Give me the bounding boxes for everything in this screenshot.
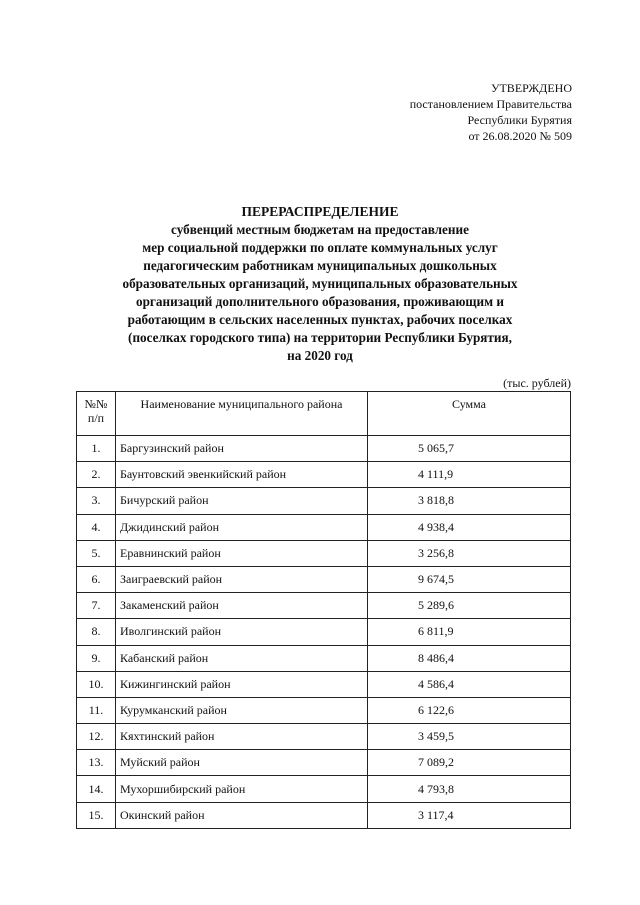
title-line: субвенций местным бюджетам на предоставление xyxy=(171,222,469,237)
table-row xyxy=(77,724,571,750)
row-sum: 4 111,9 xyxy=(368,462,571,488)
distribution-table xyxy=(76,391,571,829)
row-number: 4. xyxy=(77,514,116,540)
table-row xyxy=(77,514,571,540)
row-sum: 5 289,6 xyxy=(368,593,571,619)
title-line: образовательных организаций, муниципальных образовательных xyxy=(122,276,518,291)
row-sum: 3 818,8 xyxy=(368,488,571,514)
table-row xyxy=(77,776,571,802)
row-sum: 9 674,5 xyxy=(368,566,571,592)
row-district-name: Кижингинский район xyxy=(116,671,368,697)
row-district-name: Джидинский район xyxy=(116,514,368,540)
title-line: на 2020 год xyxy=(287,348,353,363)
row-sum: 3 256,8 xyxy=(368,540,571,566)
row-sum: 6 122,6 xyxy=(368,697,571,723)
table-row xyxy=(77,750,571,776)
row-number: 2. xyxy=(77,462,116,488)
title-main: ПЕРЕРАСПРЕДЕЛЕНИЕ xyxy=(241,204,399,219)
row-sum: 7 089,2 xyxy=(368,750,571,776)
row-district-name: Закаменский район xyxy=(116,593,368,619)
row-district-name: Баунтовский эвенкийский район xyxy=(116,462,368,488)
row-number: 9. xyxy=(77,645,116,671)
row-sum: 3 459,5 xyxy=(368,724,571,750)
row-sum: 8 486,4 xyxy=(368,645,571,671)
row-number: 1. xyxy=(77,436,116,462)
header-sum: Сумма xyxy=(368,392,571,436)
row-district-name: Баргузинский район xyxy=(116,436,368,462)
row-number: 8. xyxy=(77,619,116,645)
approval-heading: УТВЕРЖДЕНО xyxy=(490,81,572,95)
row-district-name: Окинский район xyxy=(116,802,368,828)
document-title xyxy=(60,203,580,365)
table-row xyxy=(77,436,571,462)
approval-republic: Республики Бурятия xyxy=(467,113,572,127)
title-line: (поселках городского типа) на территории Республики Бурятия, xyxy=(128,330,512,345)
table-row xyxy=(77,619,571,645)
table-row xyxy=(77,671,571,697)
row-district-name: Еравнинский район xyxy=(116,540,368,566)
table-row xyxy=(77,540,571,566)
row-district-name: Курумканский район xyxy=(116,697,368,723)
row-number: 5. xyxy=(77,540,116,566)
header-number xyxy=(77,392,116,436)
row-sum: 4 586,4 xyxy=(368,671,571,697)
approval-resolution: постановлением Правительства xyxy=(409,97,572,111)
table-row xyxy=(77,462,571,488)
row-sum: 3 117,4 xyxy=(368,802,571,828)
title-line: организаций дополнительного образования, проживающим и xyxy=(135,294,505,309)
row-sum: 4 793,8 xyxy=(368,776,571,802)
row-number: 13. xyxy=(77,750,116,776)
row-number: 12. xyxy=(77,724,116,750)
table-row xyxy=(77,802,571,828)
table-row xyxy=(77,488,571,514)
table-row xyxy=(77,593,571,619)
row-number: 6. xyxy=(77,566,116,592)
row-number: 3. xyxy=(77,488,116,514)
row-district-name: Кяхтинский район xyxy=(116,724,368,750)
units-label: (тыс. рублей) xyxy=(503,376,571,390)
row-district-name: Заиграевский район xyxy=(116,566,368,592)
approval-date-number: от 26.08.2020 № 509 xyxy=(468,129,572,143)
table-row xyxy=(77,645,571,671)
row-district-name: Бичурский район xyxy=(116,488,368,514)
approval-stamp xyxy=(410,80,572,144)
row-district-name: Иволгинский район xyxy=(116,619,368,645)
row-number: 10. xyxy=(77,671,116,697)
header-district-name: Наименование муниципального района xyxy=(116,392,368,436)
row-sum: 5 065,7 xyxy=(368,436,571,462)
row-district-name: Мухоршибирский район xyxy=(116,776,368,802)
row-district-name: Муйский район xyxy=(116,750,368,776)
row-sum: 4 938,4 xyxy=(368,514,571,540)
row-number: 14. xyxy=(77,776,116,802)
row-sum: 6 811,9 xyxy=(368,619,571,645)
row-number: 7. xyxy=(77,593,116,619)
row-number: 15. xyxy=(77,802,116,828)
table-header-row xyxy=(77,392,571,436)
table-row xyxy=(77,566,571,592)
header-number-line1: №№ xyxy=(84,397,108,411)
table-row xyxy=(77,697,571,723)
title-line: мер социальной поддержки по оплате коммунальных услуг xyxy=(142,240,498,255)
title-line: педагогическим работникам муниципальных дошкольных xyxy=(143,258,497,273)
row-district-name: Кабанский район xyxy=(116,645,368,671)
title-line: работающим в сельских населенных пунктах, рабочих поселках xyxy=(127,312,513,327)
header-number-line2: п/п xyxy=(87,411,105,425)
row-number: 11. xyxy=(77,697,116,723)
